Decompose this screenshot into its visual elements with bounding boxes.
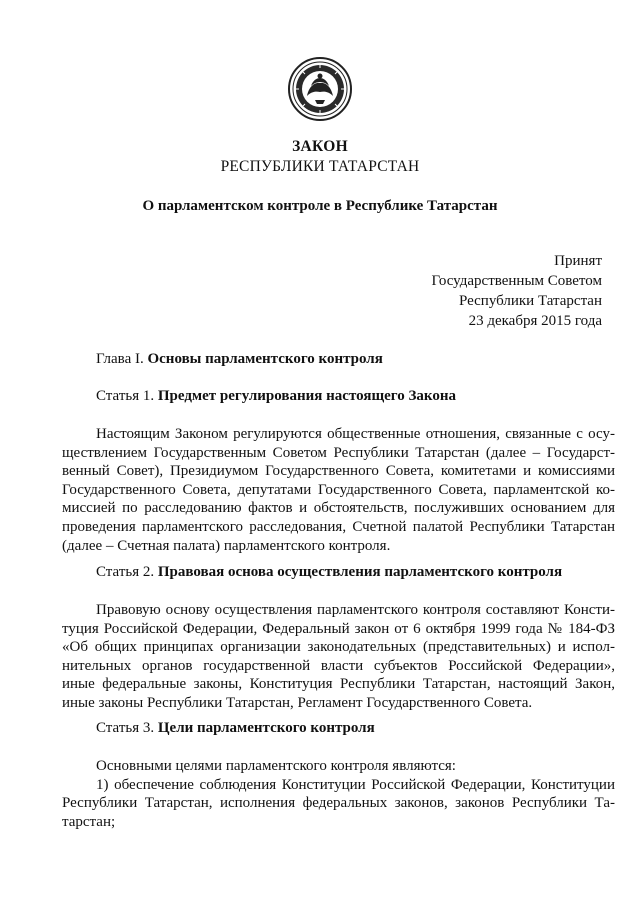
article-heading [96, 564, 562, 581]
adoption-line: Государственным Советом [431, 273, 602, 289]
paragraph-line: «Об общих принципах организации законодательных (представительных) и испол- [62, 639, 615, 656]
paragraph-line: иные федеральные законы, Конституция Республики Татарстан, настоящий Закон, [62, 676, 615, 693]
paragraph-line: Республики Татарстан, исполнения федеральных законов, законов Республики Та- [62, 795, 615, 812]
paragraph-line: туция Российской Федерации, Федеральный закон от 6 октября 1999 года № 184-ФЗ [62, 620, 615, 637]
article-label: Статья 1. [96, 388, 155, 404]
article-paragraph [62, 425, 615, 555]
article-heading [96, 388, 456, 405]
paragraph-line: иные законы Республики Татарстан, Регламент Государственного Совета. [62, 694, 533, 711]
paragraph-line: венный Совет), Президиумом Государственного Совета, комитетами и комиссиями [62, 463, 615, 480]
adoption-date: 23 декабря 2015 года [468, 313, 602, 329]
document-type: ЗАКОН [292, 138, 348, 155]
chapter-title: Основы парламентского контроля [147, 351, 383, 367]
paragraph-line: тарстан; [62, 813, 116, 830]
adoption-line: Республики Татарстан [458, 293, 602, 309]
article-title: Правовая основа осуществления парламентского контроля [157, 564, 563, 580]
article-heading [96, 720, 375, 737]
paragraph-line: миссией по расследованию фактов и обстоятельств, послуживших основанием для [62, 500, 615, 517]
article-paragraph [62, 601, 615, 713]
article-title: Предмет регулирования настоящего Закона [157, 388, 456, 404]
article-label: Статья 2. [96, 564, 155, 580]
paragraph-line: ществлением Государственным Советом Республики Татарстан (далее – Государст- [62, 444, 615, 461]
paragraph-line: Государственного Совета, депутатами Государственного Совета, парламентской ко- [62, 481, 615, 498]
article-paragraph [62, 757, 615, 831]
paragraph-line: нительных органов государственной власти субъектов Российской Федерации», [62, 657, 615, 674]
paragraph-line: 1) обеспечение соблюдения Конституции Российской Федерации, Конституции [96, 776, 615, 793]
issuer-name: РЕСПУБЛИКИ ТАТАРСТАН [220, 158, 420, 175]
paragraph-line: Правовую основу осуществления парламентского контроля составляют Консти- [96, 602, 615, 618]
paragraph-line: Основными целями парламентского контроля являются: [96, 758, 456, 774]
law-title: О парламентском контроле в Республике Татарстан [142, 198, 498, 214]
tatarstan-coat-of-arms-icon [287, 56, 353, 122]
article-title: Цели парламентского контроля [157, 720, 375, 736]
chapter-label: Глава I. [96, 351, 144, 367]
article-label: Статья 3. [96, 720, 155, 736]
adoption-block [432, 251, 603, 331]
chapter-heading [96, 351, 383, 368]
paragraph-line: Настоящим Законом регулируются общественные отношения, связанные с осу- [96, 426, 615, 442]
paragraph-line: проведения парламентского расследования, Счетной палатой Республики Татарстан [62, 518, 615, 535]
adoption-line: Принят [554, 253, 602, 269]
paragraph-line: (далее – Счетная палата) парламентского контроля. [62, 537, 391, 554]
